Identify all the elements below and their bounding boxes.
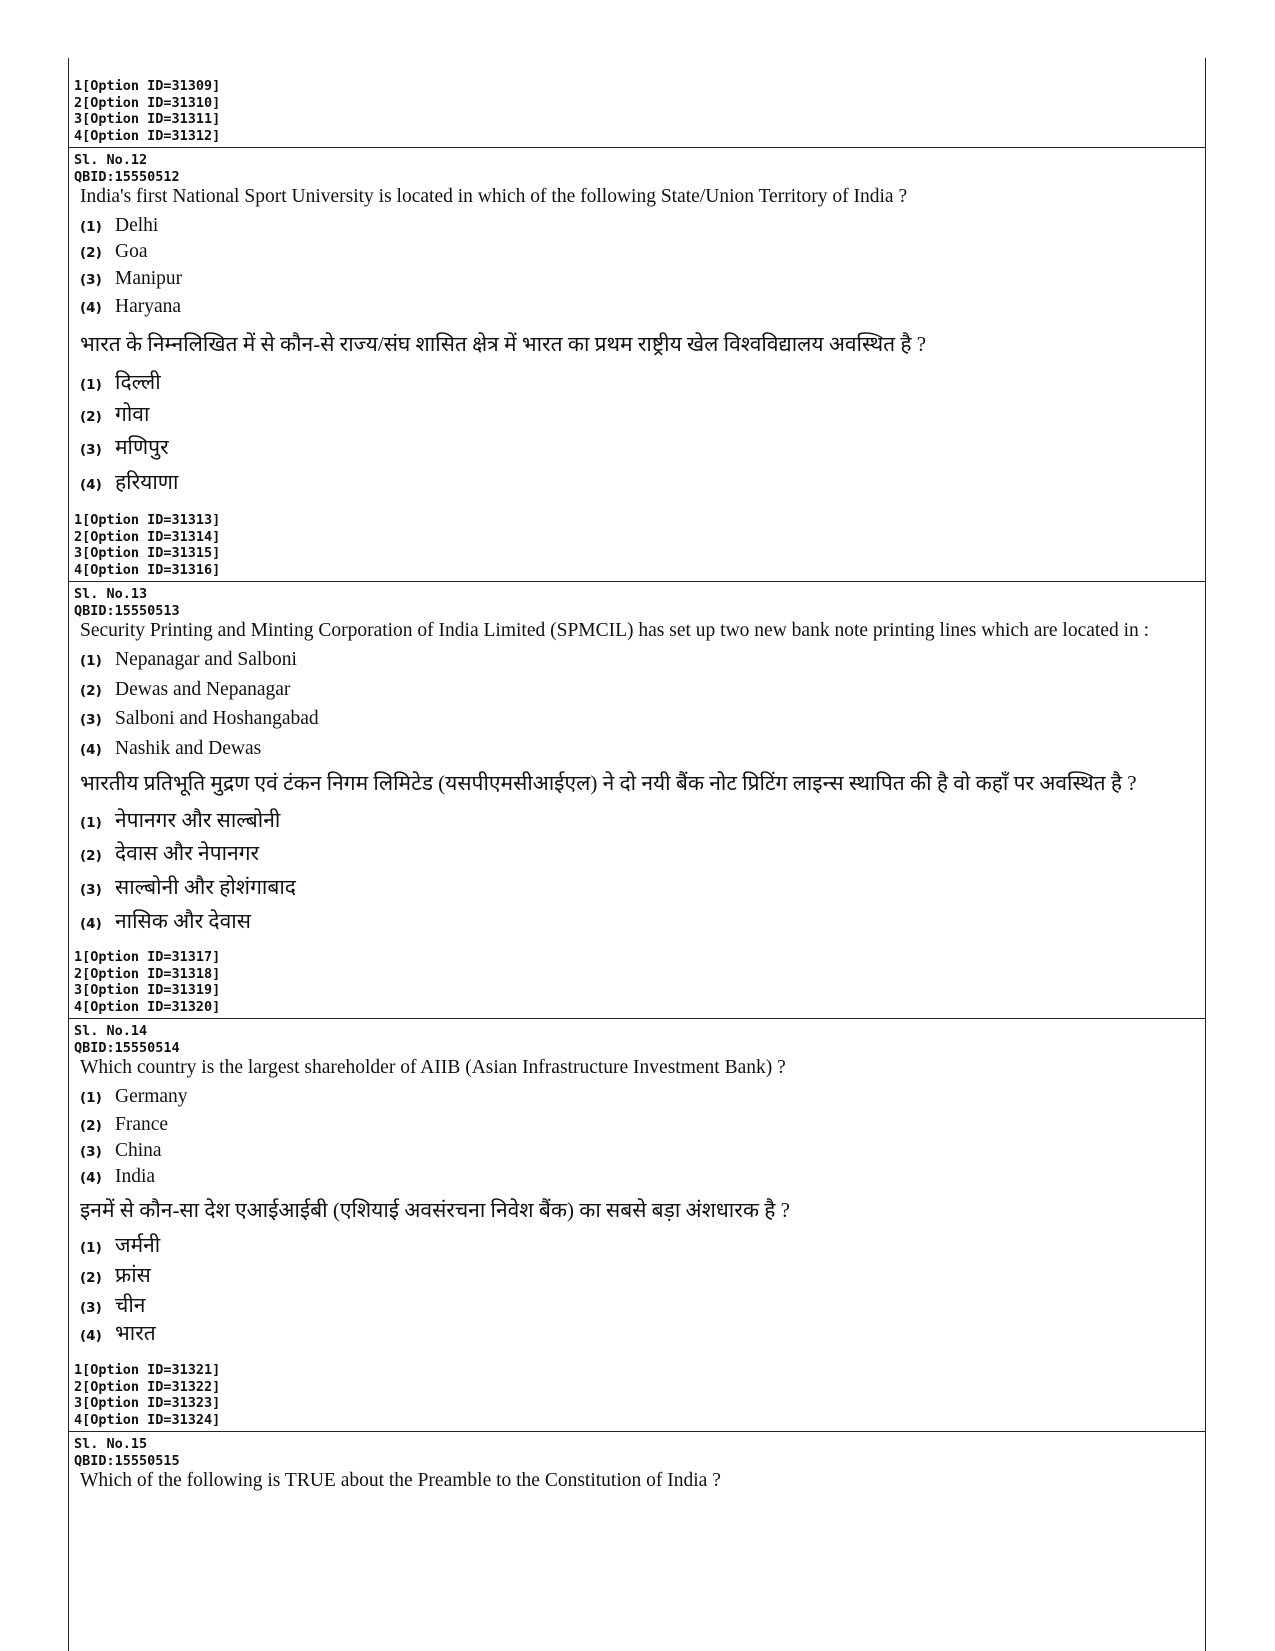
option-text: नासिक और देवास <box>115 909 251 933</box>
option-id: 1[Option ID=31321] <box>74 1362 221 1378</box>
option-number: (1) <box>80 815 102 831</box>
divider <box>69 1431 1205 1432</box>
option-id: 2[Option ID=31314] <box>74 528 221 545</box>
option-number: (2) <box>80 1270 102 1286</box>
option-number: (1) <box>80 219 102 235</box>
option-text: Salboni and Hoshangabad <box>115 708 319 729</box>
option-en <box>69 649 1205 671</box>
option-en <box>69 1114 1205 1136</box>
option-text: फ्रांस <box>115 1263 151 1287</box>
serial-number: Sl. No.14 <box>74 1023 148 1039</box>
option-number: (3) <box>80 712 102 728</box>
option-en <box>69 215 1205 237</box>
option-text: Haryana <box>115 296 182 317</box>
question-text-en: Which country is the largest shareholder of AIIB (Asian Infrastructure Investment Bank) ? <box>80 1057 786 1078</box>
option-number: (4) <box>80 1328 102 1344</box>
option-id: 1[Option ID=31317] <box>74 949 221 965</box>
option-hi <box>69 1319 1205 1347</box>
option-number: (1) <box>80 377 102 393</box>
option-en <box>69 679 1205 701</box>
question-12 <box>69 152 1205 185</box>
option-text: Manipur <box>115 268 183 289</box>
option-text: चीन <box>115 1293 146 1317</box>
qbid: QBID:15550514 <box>74 1039 180 1056</box>
question-text-hi: भारतीय प्रतिभूति मुद्रण एवं टंकन निगम लिमिटेड (यसपीएमसीआईएल) ने दो नयी बैंक नोट प्रिटिंग लाइन्स स्थापित की है वो कहाँ पर अवस्थित है ? <box>80 771 1137 795</box>
option-id: 1[Option ID=31309] <box>74 78 221 94</box>
option-text: देवास और नेपानगर <box>115 841 260 865</box>
option-id-list <box>69 78 1205 144</box>
option-number: (2) <box>80 683 102 699</box>
option-number: (3) <box>80 272 102 288</box>
serial-number: Sl. No.15 <box>74 1436 148 1452</box>
option-number: (4) <box>80 1170 102 1186</box>
option-text: नेपानगर और साल्बोनी <box>115 808 281 832</box>
option-id: 3[Option ID=31319] <box>74 982 221 998</box>
option-en <box>69 268 1205 290</box>
option-en <box>69 1086 1205 1108</box>
question-text-en: Which of the following is TRUE about the Preamble to the Constitution of India ? <box>80 1470 721 1491</box>
question-13 <box>69 586 1205 619</box>
option-text: China <box>115 1140 162 1161</box>
qbid: QBID:15550512 <box>74 168 180 185</box>
option-id-list <box>69 512 1205 578</box>
option-number: (1) <box>80 653 102 669</box>
option-number: (1) <box>80 1240 102 1256</box>
option-number: (3) <box>80 882 102 898</box>
option-hi <box>69 468 1205 496</box>
option-hi <box>69 433 1205 461</box>
divider <box>69 1018 1205 1019</box>
option-hi <box>69 907 1205 935</box>
option-text: मणिपुर <box>115 435 169 459</box>
option-en <box>69 296 1205 318</box>
option-hi <box>69 1291 1205 1319</box>
option-number: (3) <box>80 1144 102 1160</box>
option-hi <box>69 1261 1205 1289</box>
option-id: 4[Option ID=31312] <box>74 127 221 144</box>
question-14 <box>69 1023 1205 1056</box>
option-en <box>69 708 1205 730</box>
option-hi <box>69 368 1205 396</box>
option-id: 3[Option ID=31311] <box>74 111 221 127</box>
divider <box>69 581 1205 582</box>
option-text: Delhi <box>115 215 159 236</box>
option-number: (4) <box>80 916 102 932</box>
serial-number: Sl. No.12 <box>74 152 148 168</box>
option-number: (2) <box>80 409 102 425</box>
option-id-list <box>69 1362 1205 1428</box>
question-text-hi: भारत के निम्नलिखित में से कौन-से राज्य/संघ शासित क्षेत्र में भारत का प्रथम राष्ट्रीय खेल विश्वविद्यालय अवस्थित है ? <box>80 332 927 356</box>
question-paper-frame <box>68 58 1206 1651</box>
option-text: Goa <box>115 241 148 262</box>
option-id: 2[Option ID=31322] <box>74 1378 221 1395</box>
option-hi <box>69 873 1205 901</box>
option-id: 3[Option ID=31323] <box>74 1395 221 1411</box>
question-text-hi: इनमें से कौन-सा देश एआईआईबी (एशियाई अवसंरचना निवेश बैंक) का सबसे बड़ा अंशधारक है ? <box>80 1198 790 1222</box>
option-en <box>69 738 1205 760</box>
option-id-list <box>69 949 1205 1015</box>
option-text: दिल्ली <box>115 370 161 394</box>
option-text: गोवा <box>115 402 150 426</box>
option-text: साल्बोनी और होशंगाबाद <box>115 875 296 899</box>
option-id: 2[Option ID=31318] <box>74 965 221 982</box>
option-number: (2) <box>80 245 102 261</box>
option-id: 2[Option ID=31310] <box>74 94 221 111</box>
option-number: (2) <box>80 1118 102 1134</box>
option-id: 4[Option ID=31320] <box>74 998 221 1015</box>
option-hi <box>69 806 1205 834</box>
serial-number: Sl. No.13 <box>74 586 148 602</box>
option-en <box>69 1166 1205 1188</box>
option-text: Dewas and Nepanagar <box>115 679 291 700</box>
option-id: 1[Option ID=31313] <box>74 512 221 528</box>
option-en <box>69 241 1205 263</box>
option-id: 4[Option ID=31316] <box>74 561 221 578</box>
option-text: Nepanagar and Salboni <box>115 649 297 670</box>
option-en <box>69 1140 1205 1162</box>
option-id: 4[Option ID=31324] <box>74 1411 221 1428</box>
option-number: (3) <box>80 1300 102 1316</box>
option-number: (4) <box>80 477 102 493</box>
option-text: Nashik and Dewas <box>115 738 262 759</box>
option-number: (4) <box>80 300 102 316</box>
option-text: France <box>115 1114 169 1135</box>
option-text: भारत <box>115 1321 156 1345</box>
option-hi <box>69 839 1205 867</box>
option-text: Germany <box>115 1086 188 1107</box>
option-id: 3[Option ID=31315] <box>74 545 221 561</box>
option-text: हरियाणा <box>115 470 179 494</box>
qbid: QBID:15550513 <box>74 602 180 619</box>
divider <box>69 147 1205 148</box>
option-number: (1) <box>80 1090 102 1106</box>
option-number: (3) <box>80 442 102 458</box>
option-hi <box>69 1231 1205 1259</box>
question-text-en: Security Printing and Minting Corporation of India Limited (SPMCIL) has set up two new bank note printing lines which are located in : <box>80 620 1150 641</box>
question-text-en: India's first National Sport University is located in which of the following State/Union Territory of India ? <box>80 186 908 207</box>
question-15 <box>69 1436 1205 1469</box>
option-number: (2) <box>80 848 102 864</box>
qbid: QBID:15550515 <box>74 1452 180 1469</box>
option-hi <box>69 400 1205 428</box>
option-text: जर्मनी <box>115 1233 161 1257</box>
option-number: (4) <box>80 742 102 758</box>
option-text: India <box>115 1166 156 1187</box>
